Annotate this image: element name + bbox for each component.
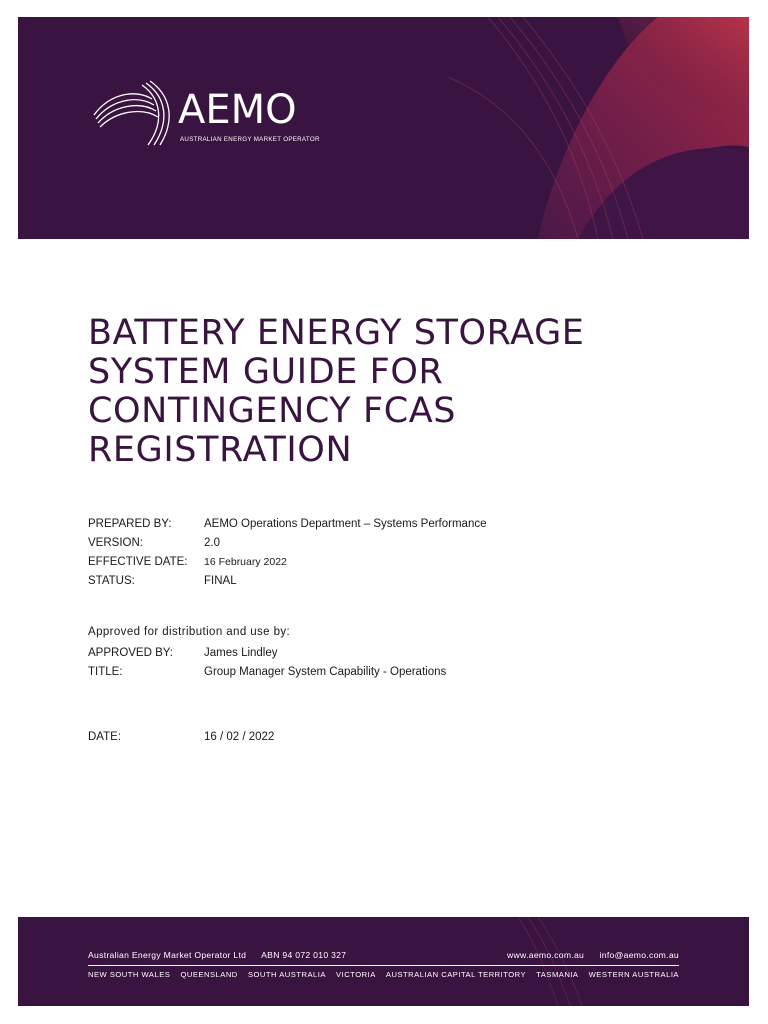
approver-title-label: TITLE: [88,666,123,678]
region-item: AUSTRALIAN CAPITAL TERRITORY [385,970,527,979]
footer-abn: ABN 94 072 010 327 [261,950,347,960]
effective-date-label: EFFECTIVE DATE: [88,556,188,568]
approver-title-value: Group Manager System Capability - Operations [204,666,447,678]
title-line: REGISTRATION [88,430,353,470]
date-value: 16 / 02 / 2022 [204,731,275,743]
footer-swoosh-graphic [18,917,749,1006]
footer-web-info [507,950,679,960]
region-item: QUEENSLAND [180,970,238,979]
document-title [88,314,648,470]
approval-details [88,647,648,687]
approved-by-label: APPROVED BY: [88,647,174,659]
footer-banner [18,917,749,1006]
date-label: DATE: [88,731,122,743]
effective-date-value: 16 February 2022 [204,556,287,568]
prepared-by-value: AEMO Operations Department – Systems Performance [204,518,487,530]
title-line: BATTERY ENERGY STORAGE [88,313,585,353]
region-item: WESTERN AUSTRALIA [588,970,679,979]
footer-email-link[interactable]: info@aemo.com.au [599,950,679,960]
version-value: 2.0 [204,537,220,549]
document-details [88,518,648,598]
footer-company-name: Australian Energy Market Operator Ltd [88,950,247,960]
footer-divider [88,965,679,966]
footer-regions [88,970,679,979]
prepared-by-label: PREPARED BY: [88,518,172,530]
title-line: SYSTEM GUIDE FOR [88,352,444,392]
aemo-logo[interactable] [90,79,330,151]
header-banner [18,17,749,239]
region-item: NEW SOUTH WALES [88,970,171,979]
title-line: CONTINGENCY FCAS [88,391,457,431]
logo-tagline: AUSTRALIAN ENERGY MARKET OPERATOR [180,136,320,143]
status-label: STATUS: [88,575,135,587]
approved-by-value: James Lindley [204,647,278,659]
aemo-swoosh-icon [90,79,180,151]
logo-wordmark: AEMO [178,87,297,133]
footer-website-link[interactable]: www.aemo.com.au [507,950,585,960]
footer-company-info [88,950,346,960]
version-label: VERSION: [88,537,143,549]
approval-heading: Approved for distribution and use by: [88,626,291,638]
status-value: FINAL [204,575,237,587]
region-item: TASMANIA [536,970,579,979]
region-item: VICTORIA [336,970,376,979]
region-item: SOUTH AUSTRALIA [247,970,326,979]
approval-date [88,731,648,751]
